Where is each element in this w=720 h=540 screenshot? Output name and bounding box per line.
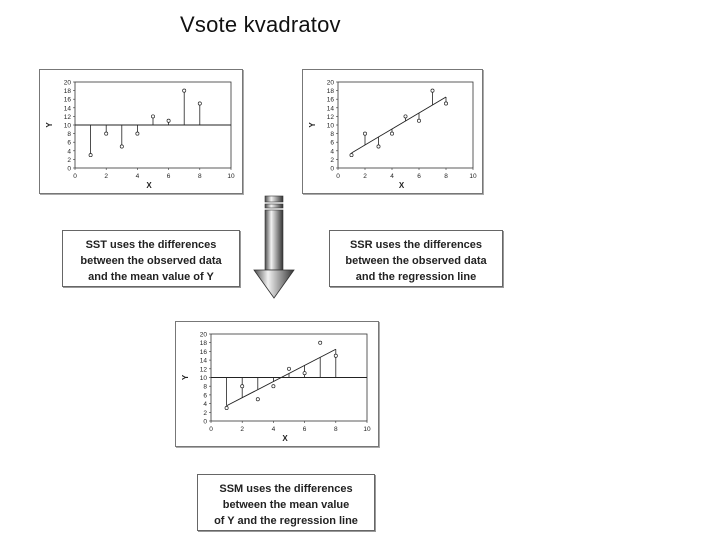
x-tick-label: 2 [363,173,367,180]
y-tick-label: 0 [67,165,71,173]
ssr-caption-line-2: between the observed data [345,255,487,267]
data-point [198,102,201,105]
y-tick-label: 8 [330,131,334,139]
y-tick-label: 16 [326,96,334,104]
x-tick-label: 10 [227,173,235,180]
data-point [287,367,290,370]
y-tick-label: 16 [63,96,71,104]
sst-caption-line-1: SST uses the differences [85,239,217,251]
data-point [105,132,108,135]
data-point [390,132,393,135]
y-tick-label: 18 [199,340,207,348]
ssm-caption-line-1: SSM uses the differences [219,483,353,495]
y-tick-label: 20 [326,79,334,87]
data-point [363,132,366,135]
ssm-chart [176,322,378,446]
x-axis-label: X [146,181,152,190]
ssm-plot-panel [175,321,379,447]
x-tick-label: 8 [444,173,448,180]
y-tick-label: 8 [67,131,71,139]
data-point [256,398,259,401]
x-tick-label: 8 [333,426,338,433]
x-tick-label: 10 [363,426,371,433]
data-point [350,154,353,157]
ssr-caption-line-3: and the regression line [355,271,477,283]
y-tick-label: 10 [326,122,334,130]
y-tick-label: 20 [63,79,71,87]
sst-chart [40,70,242,193]
y-tick-label: 12 [199,366,207,374]
data-point [272,385,275,388]
data-point [444,102,447,105]
y-tick-label: 4 [330,148,334,156]
plot-area [45,80,235,191]
y-tick-label: 14 [326,105,334,113]
sst-plot-panel [39,69,243,194]
y-tick-label: 4 [67,148,71,156]
y-tick-label: 8 [203,383,207,391]
y-tick-label: 18 [326,88,334,96]
x-tick-label: 0 [209,426,213,433]
ssr-caption-line-1: SSR uses the differences [349,239,483,251]
plot-frame [338,82,473,168]
y-tick-label: 2 [203,409,207,417]
y-tick-label: 2 [67,156,71,164]
ssr-chart [303,70,482,193]
sst-caption-line-3: and the mean value of Y [88,271,214,283]
data-point [151,115,154,118]
data-point [334,354,337,357]
sst-caption [62,230,240,287]
y-tick-label: 6 [67,139,71,147]
y-tick-label: 18 [63,88,71,96]
x-tick-label: 4 [271,426,276,433]
data-point [241,385,244,388]
sst-caption-line-2: between the observed data [80,255,222,267]
data-point [136,132,139,135]
x-axis-label: X [398,181,405,190]
x-tick-label: 10 [469,173,477,180]
data-point [167,119,170,122]
data-point [319,341,322,344]
ssm-caption-line-2: between the mean value [222,499,350,511]
x-tick-label: 6 [166,173,171,180]
y-tick-label: 12 [326,113,334,121]
y-tick-label: 14 [199,357,207,365]
x-tick-label: 0 [73,173,77,180]
regression-line [352,97,447,153]
y-axis-label: Y [308,122,317,128]
page-title: Vsote kvadratov [180,12,341,37]
x-tick-label: 6 [302,426,307,433]
data-point [404,115,407,118]
y-axis-label: Y [45,122,54,128]
data-point [431,89,434,92]
y-tick-label: 6 [330,139,334,147]
ssm-caption-line-3: of Y and the regression line [214,515,358,527]
y-tick-label: 0 [330,165,334,173]
x-tick-label: 8 [197,173,202,180]
y-tick-label: 0 [203,418,207,426]
x-tick-label: 2 [240,426,245,433]
ssm-caption [197,474,375,531]
x-axis-label: X [282,434,288,443]
data-point [377,145,380,148]
y-tick-label: 16 [199,348,207,356]
y-tick-label: 2 [330,156,334,164]
data-point [183,89,186,92]
data-point [303,372,306,375]
x-tick-label: 4 [390,173,394,180]
x-tick-label: 0 [336,173,340,180]
y-tick-label: 6 [203,392,207,400]
x-tick-label: 4 [135,173,140,180]
ssr-plot-panel [302,69,483,194]
y-tick-label: 20 [199,331,207,339]
data-point [417,119,420,122]
data-point [225,406,228,409]
x-tick-label: 2 [104,173,109,180]
down-arrow-icon [252,194,296,302]
y-tick-label: 4 [203,401,207,409]
ssr-caption [329,230,503,287]
y-axis-label: Y [181,374,190,381]
y-tick-label: 10 [199,375,207,382]
data-point [89,154,92,157]
x-tick-label: 6 [417,173,421,180]
plot-area [181,332,371,444]
y-tick-label: 14 [63,105,71,113]
y-tick-label: 10 [63,122,71,130]
data-point [120,145,123,148]
y-tick-label: 12 [63,113,71,121]
